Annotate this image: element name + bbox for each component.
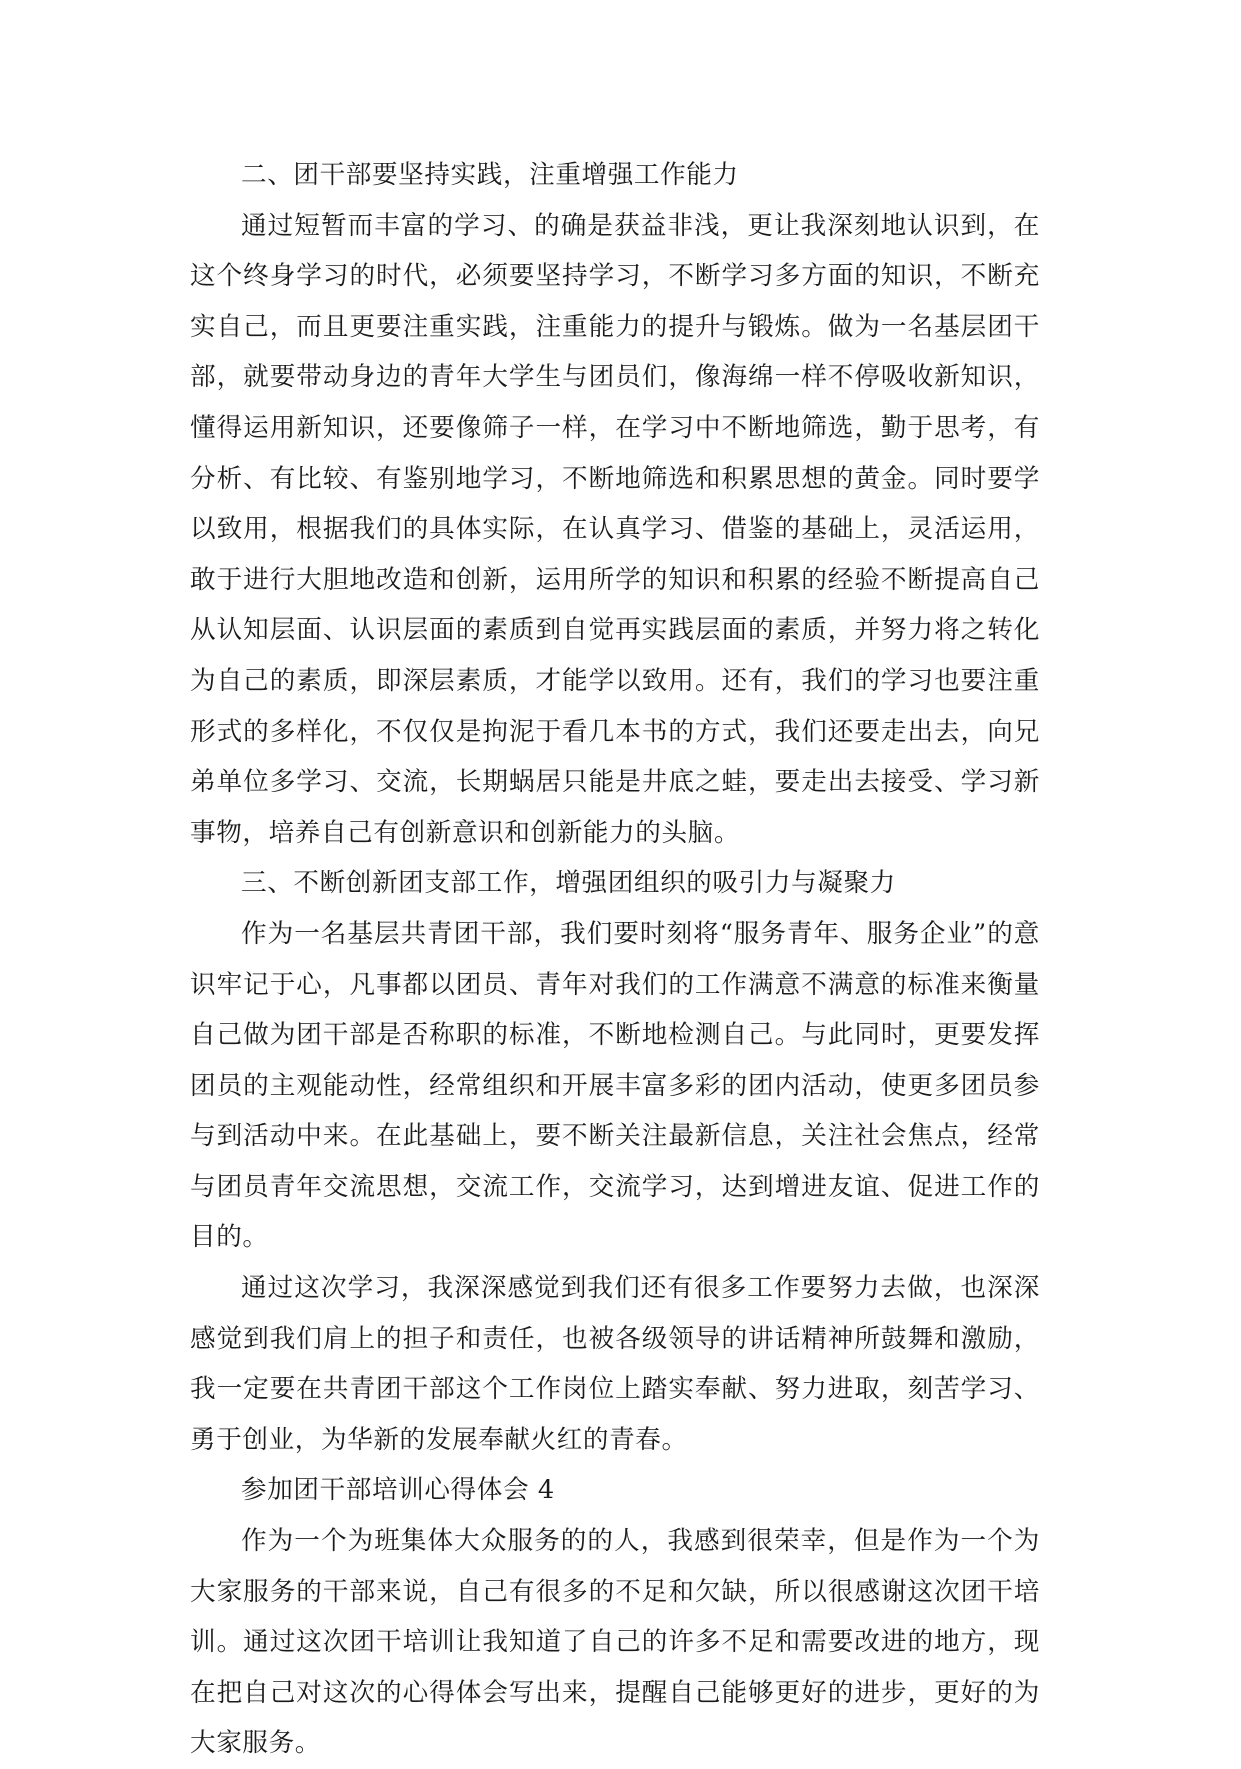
document-page: [190, 150, 1040, 1769]
section-heading-2: 二、团干部要坚持实践，注重增强工作能力: [241, 160, 739, 190]
section-heading-3: 三、不断创新团支部工作，增强团组织的吸引力与凝聚力: [241, 868, 896, 899]
paragraph-conclusion: 通过这次学习，我深深感觉到我们还有很多工作要努力去做，也深深感觉到我们肩上的担子和责任，也被各级领导的讲话精神所鼓舞和激励，我一定要在共青团干部这个工作岗位上踏实奉献、努力进取，刻苦学习、勇于创业，为华新的发展奉献火红的青春。: [190, 1273, 1040, 1455]
paragraph-experience-4: 作为一个为班集体大众服务的的人，我感到很荣幸，但是作为一个为大家服务的干部来说，自己有很多的不足和欠缺，所以很感谢这次团干培训。通过这次团干培训让我知道了自己的许多不足和需要改进的地方，现在把自己对这次的心得体会写出来，提醒自己能够更好的进步，更好的为大家服务。: [190, 1526, 1040, 1759]
paragraph-practice: 通过短暂而丰富的学习、的确是获益非浅，更让我深刻地认识到，在这个终身学习的时代，必须要坚持学习，不断学习多方面的知识，不断充实自己，而且更要注重实践，注重能力的提升与锻炼。做为一名基层团干部，就要带动身边的青年大学生与团员们，像海绵一样不停吸收新知识，懂得运用新知识，还要像筛子一样，在学习中不断地筛选，勤于思考，有分析、有比较、有鉴别地学习，不断地筛选和积累思想的黄金。同时要学以致用，根据我们的具体实际，在认真学习、借鉴的基础上，灵活运用，敢于进行大胆地改造和创新，运用所学的知识和积累的经验不断提高自己从认知层面、认识层面的素质到自觉再实践层面的素质，并努力将之转化为自己的素质，即深层素质，才能学以致用。还有，我们的学习也要注重形式的多样化，不仅仅是拘泥于看几本书的方式，我们还要走出去，向兄弟单位多学习、交流，长期蜗居只能是井底之蛙，要走出去接受、学习新事物，培养自己有创新意识和创新能力的头脑。: [190, 210, 1040, 848]
paragraph-innovation: 作为一名基层共青团干部，我们要时刻将“服务青年、服务企业”的意识牢记于心，凡事都以团员、青年对我们的工作满意不满意的标准来衡量自己做为团干部是否称职的标准，不断地检测自己。与此同时，更要发挥团员的主观能动性，经常组织和开展丰富多彩的团内活动，使更多团员参与到活动中来。在此基础上，要不断关注最新信息，关注社会焦点，经常与团员青年交流思想，交流工作，交流学习，达到增进友谊、促进工作的目的。: [190, 918, 1040, 1253]
section-heading-4: 参加团干部培训心得体会 4: [241, 1475, 555, 1506]
